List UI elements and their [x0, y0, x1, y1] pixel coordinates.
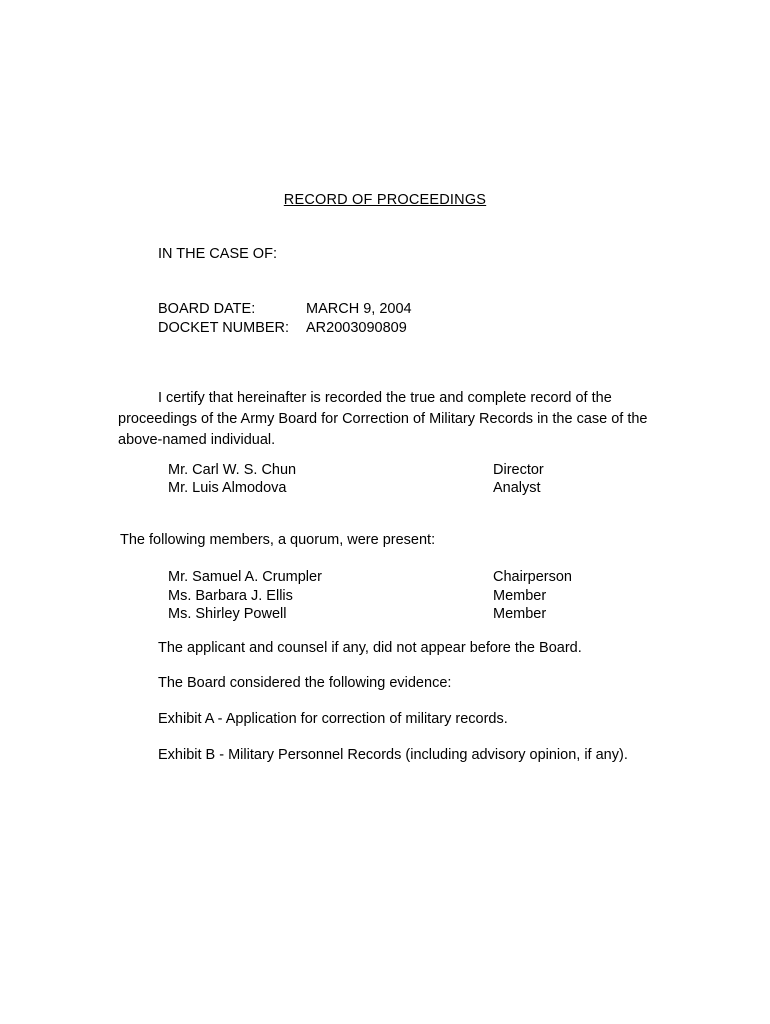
staff-list	[168, 461, 544, 497]
member-role: Member	[493, 587, 547, 604]
board-date-value: MARCH 9, 2004	[306, 301, 412, 317]
member-role: Chairperson	[493, 569, 572, 585]
staff-name: Mr. Carl W. S. Chun	[168, 462, 297, 478]
docket-number-value: AR2003090809	[306, 320, 407, 336]
member-name: Ms. Barbara J. Ellis	[168, 587, 293, 604]
case-metadata	[158, 300, 412, 338]
exhibit-b: Exhibit B - Military Personnel Records (including advisory opinion, if any).	[158, 747, 628, 763]
exhibit-a: Exhibit A - Application for correction of military records.	[158, 711, 508, 727]
staff-role: Director	[493, 462, 544, 478]
page-title: RECORD OF PROCEEDINGS	[283, 192, 487, 208]
board-date-label: BOARD DATE:	[158, 301, 256, 317]
staff-name: Mr. Luis Almodova	[168, 480, 287, 496]
evidence-statement: The Board considered the following evidence:	[158, 675, 452, 691]
case-heading: IN THE CASE OF:	[158, 246, 277, 262]
list-item	[168, 568, 572, 587]
list-item	[168, 605, 572, 624]
docket-number-label: DOCKET NUMBER:	[158, 320, 290, 336]
certification-text: I certify that hereinafter is recorded the true and complete record of the proceedings of the Army Board for Correction of Military Records in the case of the above-named individual.	[118, 390, 648, 448]
metadata-row	[158, 319, 412, 338]
metadata-row	[158, 300, 412, 319]
members-list	[168, 568, 572, 624]
member-name: Ms. Shirley Powell	[168, 606, 287, 622]
member-role: Member	[493, 606, 547, 622]
member-name: Mr. Samuel A. Crumpler	[168, 569, 322, 585]
list-item	[168, 461, 544, 479]
list-item	[168, 479, 544, 497]
staff-role: Analyst	[493, 480, 541, 496]
appearance-statement: The applicant and counsel if any, did not appear before the Board.	[158, 640, 582, 656]
certification-paragraph	[118, 388, 648, 451]
list-item	[168, 587, 572, 606]
quorum-statement: The following members, a quorum, were present:	[120, 532, 436, 548]
